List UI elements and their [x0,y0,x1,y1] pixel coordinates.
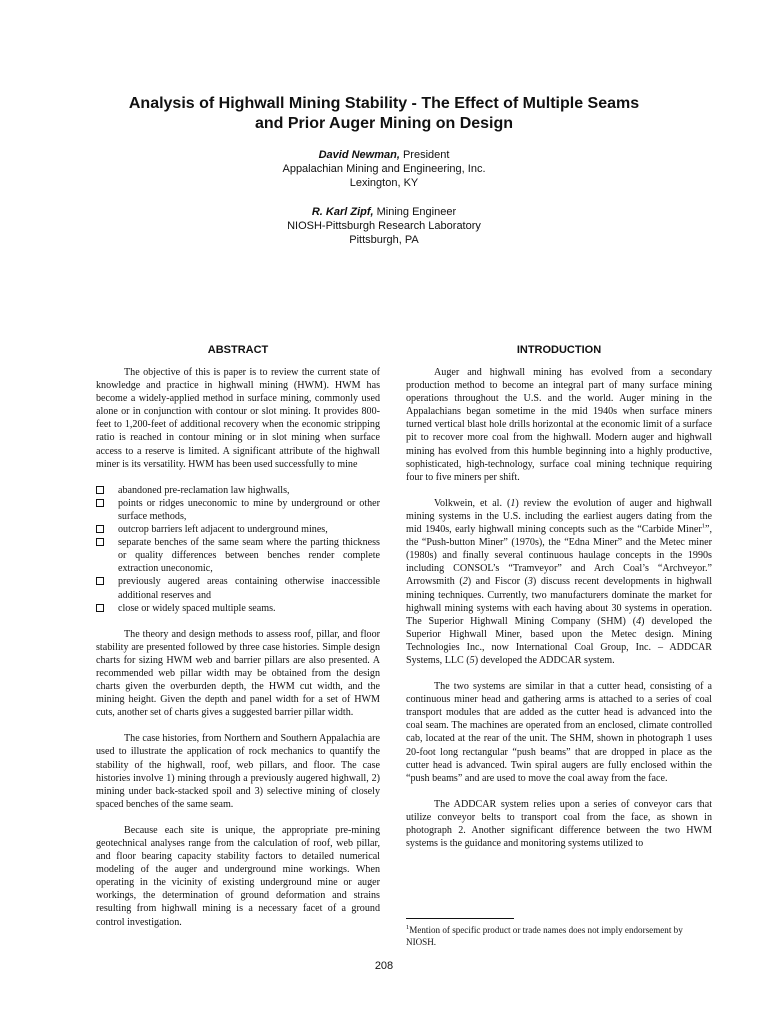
footnote [406,925,712,948]
author-block [60,148,708,190]
abstract-paragraph: The objective of this is paper is to review the current state of knowledge and practice in highwall mining (HWM). HWM has become a widely-applied method in surface mining, commonly used alone or in conjunction with contour or slot mining. It provides 800-feet to 1,200-feet of additional recovery when the economic stripping ratio is reached in contour mining or in slot mining when surface access to a reserve is limited. A significant attribute of the highwall miner is its versatility. HWM has been used successfully to mine [96,367,380,470]
footnote-mark: 1 [406,923,410,931]
checkbox-bullet-icon [96,486,104,494]
list-item-text: previously augered areas containing otherwise inaccessible additional reserves and [118,576,380,601]
list-item-text: points or ridges uneconomic to mine by underground or other surface methods, [118,497,380,522]
abstract-column [96,366,380,942]
introduction-column [406,366,712,863]
footnote-divider [406,918,514,919]
abstract-paragraph: Because each site is unique, the appropriate pre-mining geotechnical analyses range from the calculation of roof, web pillar, and floor bearing capacity stability factors to detailed numerical modeling of the auger and underground mine workings. When operating in the vicinity of existing underground mine or auger workings, the determination of ground deformation and strains resulting from highwall mining is a necessary facet of a ground control investigation. [96,824,380,928]
abstract-paragraph: The case histories, from Northern and Southern Appalachia are used to illustrate the application of rock mechanics to quantify the stability of the highwall, roof, web pillars, and floor. The case histories involve 1) mining through a previously augered highwall, 2) mining under back-stacked spoil and 3) selective mining of closely spaced benches of the same seam. [96,733,380,810]
author-list [60,148,708,262]
introduction-paragraph: Auger and highwall mining has evolved from a secondary production method to become an integral part of many surface mining operations throughout the U.S. and the world. Auger mining in the Appalachians began sometime in the mid 1940s when surface miners turned vertical blast hole drills horizontal at the economic limit of a surface pit to recover more coal from the highwall. Modern auger and highwall mining has evolved from this humble beginning into a highly productive, sophisticated, high-technology, surface coal mining technique requiring four to five miners per shift. [406,367,712,483]
footnote-marker: 1 [701,522,705,530]
text-run: ) discuss recent developments in highwall mining techniques. Currently, two manufacturers dominate the market for highwall mining systems with each having about 30 systems in operation. The Superior Highwall Mining Company (SHM) ( [406,576,713,627]
introduction-paragraph: The ADDCAR system relies upon a series of conveyor cars that utilize conveyor belts to transport coal from the face, as shown in photograph 2. Another significant difference between the two HWM systems is the guidance and monitoring systems utilized to [406,798,712,850]
author-block [60,205,708,247]
text-run: ) review the evolution of auger and highwall mining systems in the U.S. including the earliest augers dating from the mid 1940s, early highwall mining concepts such as the “Carbide Miner [406,497,712,536]
author-location: Pittsburgh, PA [349,234,419,246]
abstract-paragraph: The theory and design methods to assess roof, pillar, and floor stability are presented followed by three case histories. Simple design charts for sizing HWM web and barrier pillars are also presented. A recommended web pillar width may be obtained from the design charts given the overburden depth, the HWM cut width, and the mining height. Given the depth and panel width for a set of HWM cuts, another set of charts gives a suggested barrier pillar width. [96,628,380,719]
author-name: David Newman, [318,149,400,161]
author-location: Lexington, KY [349,177,419,189]
citation-ref: 5 [469,654,475,666]
author-name-line [60,205,708,219]
list-item [96,497,380,523]
title-line-2: and Prior Auger Mining on Design [254,115,514,132]
author-role: Mining Engineer [373,206,457,218]
author-affiliation: Appalachian Mining and Engineering, Inc. [282,163,486,175]
author-name-line [60,148,708,162]
citation-ref: 1 [510,497,516,509]
citation-ref: 2 [462,576,468,588]
list-item [96,536,380,575]
text-run: ) and Fiscor ( [467,576,528,588]
highwall-uses-list [96,484,380,615]
footnote-text: Mention of specific product or trade names does not imply endorsement by NIOSH. [406,925,683,947]
list-item-text: separate benches of the same seam where the parting thickness or quality differences between benches render complete extraction uneconomic, [118,537,380,575]
list-item [96,523,380,536]
checkbox-bullet-icon [96,604,104,612]
author-affiliation: NIOSH-Pittsburgh Research Laboratory [287,220,481,232]
list-item-text: close or widely spaced multiple seams. [118,602,276,614]
checkbox-bullet-icon [96,538,104,546]
checkbox-bullet-icon [96,577,104,585]
list-item [96,484,380,497]
title-line-1: Analysis of Highwall Mining Stability - The Effect of Multiple Seams [128,95,640,112]
author-name: R. Karl Zipf, [311,206,374,218]
introduction-heading: INTRODUCTION [516,344,602,356]
list-item-text: abandoned pre-reclamation law highwalls, [118,484,290,496]
text-run: ) developed the ADDCAR system. [474,654,615,666]
citation-ref: 4 [636,615,642,627]
checkbox-bullet-icon [96,525,104,533]
list-item-text: outcrop barriers left adjacent to underground mines, [118,524,328,536]
text-run: ”, the “Push-button Miner” (1970s), the “Edna Miner” and the Metec miner (1980s) and finally several continuous haulage concepts in the 1990s including CONSOL’s “Tramveyor” and Arch Coal’s “Archveyor.” Arrowsmith ( [406,524,712,588]
citation-ref: 3 [527,576,533,588]
author-role: President [399,149,450,161]
list-item [96,575,380,601]
checkbox-bullet-icon [96,499,104,507]
page-number: 208 [374,960,394,972]
abstract-heading: ABSTRACT [207,344,269,356]
list-item [96,602,380,615]
text-run: ) developed the Superior Highwall Miner, based upon the Metec design. Mining Technologies Inc., now International Coal Group, Inc. – ADDCAR Systems, LLC ( [406,615,712,666]
paper-title [60,94,708,134]
introduction-paragraph [406,497,712,667]
text-run: Volkwein, et al. ( [434,497,511,509]
introduction-paragraph: The two systems are similar in that a cutter head, consisting of a continuous miner head and gathering arms is attached to a series of coal transport modules that are added as the cutter head is advanced into the coal seam. The machines are operated from an enclosed, climate controlled cab, located at the rear of the unit. The SHM, shown in photograph 1 uses 20-foot long rectangular “push beams” that are dropped in place as the cutter head is advanced. Twin spiral augers are fully enclosed within the “push beams” and are used to move the coal away from the face. [406,681,712,784]
